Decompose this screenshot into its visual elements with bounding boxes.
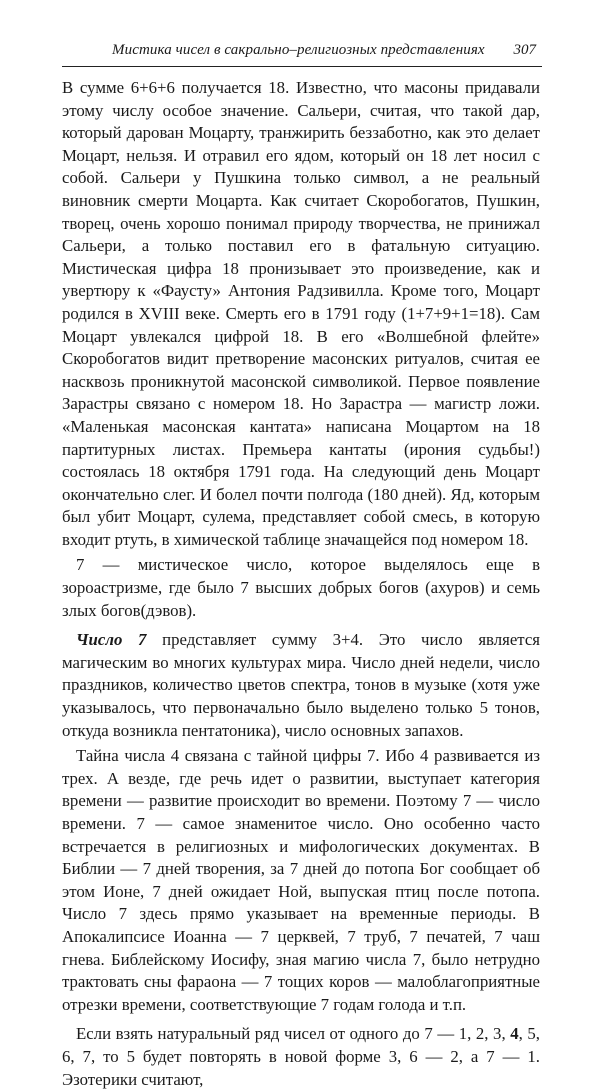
paragraph-zoroastrian-7: 7 — мистическое число, которое выделялось еще в зороастризме, где было 7 высших добрых богов (ахуров) и семь злых богов(дэвов). <box>62 555 540 620</box>
running-header <box>62 42 542 67</box>
paragraph-number-7 <box>62 629 540 742</box>
series-text-after: , 5, 6, 7, то 5 будет повторять в новой форме 3, 6 — 2, а 7 — 1. Эзотерики считают, <box>62 1024 540 1089</box>
page-number: 307 <box>513 42 536 58</box>
series-text-before: Если взять натуральный ряд чисел от одного до 7 — 1, 2, 3, <box>76 1024 511 1044</box>
paragraph-natural-series <box>62 1023 540 1091</box>
series-bold-digit: 4 <box>510 1024 519 1044</box>
body-text <box>62 77 540 1091</box>
running-title: Мистика чисел в сакрально–религиозных представлениях <box>112 42 485 58</box>
paragraph-lead: Число 7 <box>76 630 147 650</box>
paragraph-mozart-18: В сумме 6+6+6 получается 18. Известно, что масоны придавали этому числу особое значение. Сальери, считая, что такой дар, который дарован Моцарту, транжирить беззаботно, как это делает Моцарт, нельзя. И отравил его ядом, который он 18 лет носил с собой. Сальери у Пушкина только символ, а не реальный виновник смерти Моцарта. Как считает Скоробогатов, Пушкин, творец, очень хорошо понимал природу творчества, не принижал Сальери, а только поставил его в фатальную ситуацию. Мистическая цифра 18 пронизывает это произведение, как и увертюру к «Фаусту» Антония Радзивилла. Кроме того, Моцарт родился в XVIII веке. Смерть его в 1791 году (1+7+9+1=18). Сам Моцарт увлекался цифрой 18. В его «Волшебной флейте» Скоробогатов видит претворение масонских ритуалов, считая ее насквозь проникнутой масонской символикой. Первое появление Зарастры связано с номером 18. Но Зарастра — магистр ложи. «Маленькая масонская кантата» написана Моцартом на 18 партитурных листах. Премьера кантаты (ирония судьбы!) состоялась 18 октября 1791 года. На следующий день Моцарт окончательно слег. И болел почти полгода (180 дней). Яд, которым был убит Моцарт, сулема, представляет собой смесь, в которую входит ртуть, в химической таблице значащейся под номером 18. <box>62 78 540 549</box>
paragraph-lead-rest: представляет сумму 3+4. Это число является магическим во многих культурах мира. Число дней недели, число праздников, количество цветов спектра, тонов в музыке (хотя уже указывалось, что первоначально было выделено только 5 тонов, откуда возникла пентатоника), число основных запахов. <box>62 630 540 740</box>
paragraph-time-7: Тайна числа 4 связана с тайной цифры 7. Ибо 4 развивается из трех. А везде, где речь идет о развитии, выступает категория времени — развитие происходит во времени. Поэтому 7 — число времени. 7 — самое знаменитое число. Оно особенно часто встречается в религиозных и мифологических документах. В Библии — 7 дней творения, за 7 дней до потопа Бог сообщает об этом Ионе, 7 дней ожидает Ной, выпуская птиц после потопа. Число 7 здесь прямо указывает на временные периоды. В Апокалипсисе Иоанна — 7 церквей, 7 труб, 7 печатей, 7 чаш гнева. Библейскому Иосифу, зная магию числа 7, было нетрудно трактовать сны фараона — 7 тощих коров — малоблагоприятные отрезки времени, соответствующие 7 годам голода и т.п. <box>62 746 540 1014</box>
